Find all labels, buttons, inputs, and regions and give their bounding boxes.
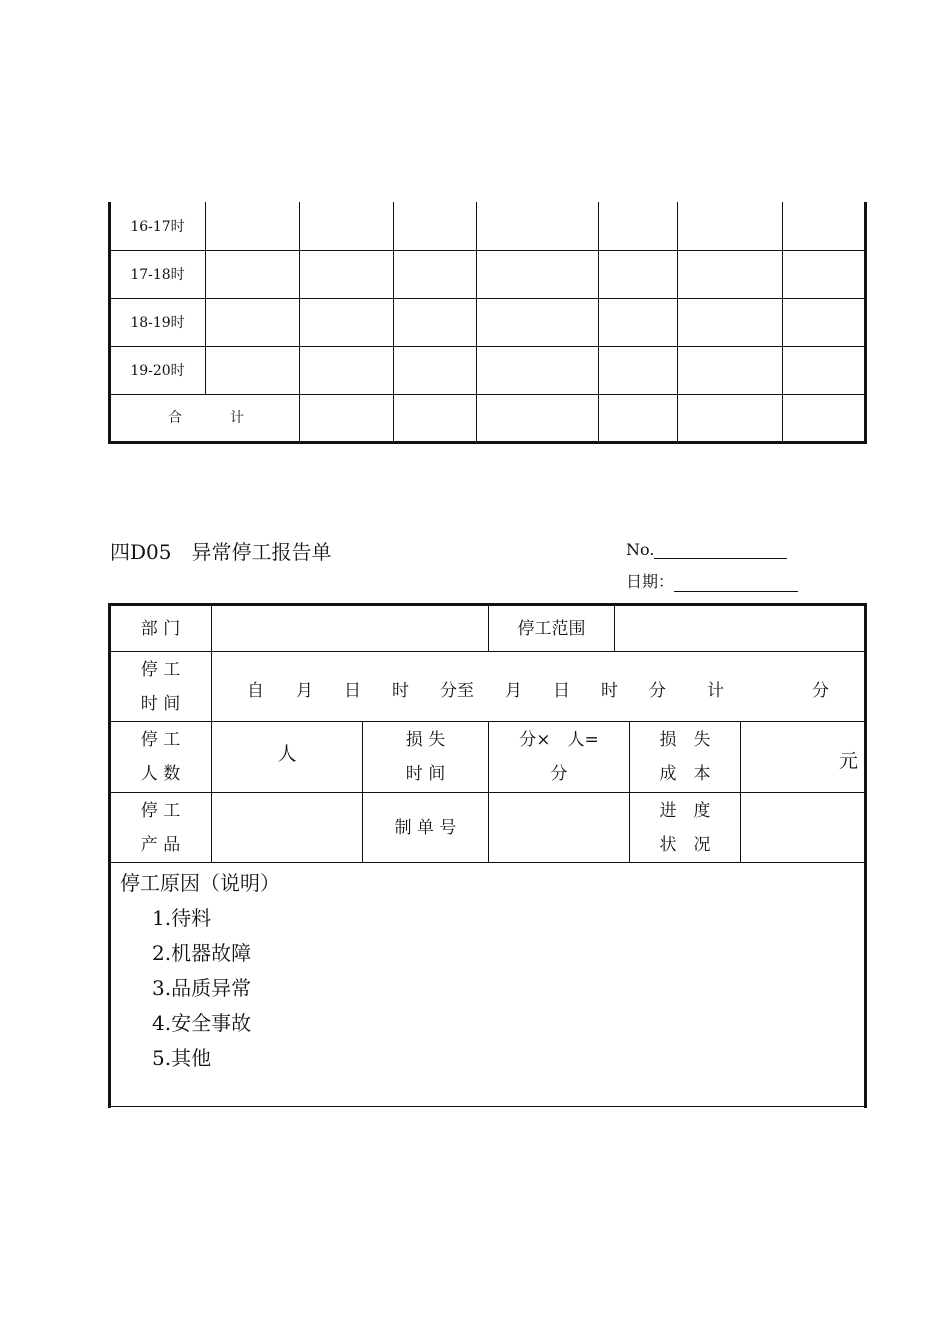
people-unit: 人 [277,743,297,765]
loss-cost-label [630,722,740,792]
col-divider [299,202,300,442]
time-label-line: 停 工 [140,659,181,680]
progress-label [630,793,740,862]
time-word: 计 [707,681,724,701]
time-word: 时 [392,681,409,701]
product-value[interactable] [212,793,362,862]
loss-time-label-line: 损 失 [405,730,446,750]
scope-label: 停工范围 [517,618,586,639]
table-row-label: 19-20时 [130,362,185,379]
time-word: 日 [553,681,570,701]
table-row-label: 18-19时 [130,314,185,331]
progress-value[interactable] [741,793,864,862]
form-date-line [674,573,798,592]
time-word: 分 [649,681,666,701]
row-divider [110,250,866,251]
row-divider [110,394,866,395]
dept-label: 部 门 [140,618,181,639]
row-divider [110,862,866,863]
form-number-line [654,540,787,559]
time-word: 月 [505,681,522,701]
time-word: 时 [601,681,618,701]
people-label-line: 停 工 [140,730,181,750]
row-divider [110,298,866,299]
form-border-right [864,603,867,1108]
time-label-line: 时 间 [140,693,181,714]
form-date [626,569,798,592]
time-word: 月 [296,681,313,701]
reason-item: 4.安全事故 [152,1011,252,1035]
reason-item: 1.待料 [152,906,212,930]
product-label [110,793,211,862]
col-divider [476,202,477,442]
people-label-line: 人 数 [140,764,181,784]
loss-cost-value[interactable] [741,722,864,792]
col-divider [393,202,394,442]
time-word: 分至 [440,681,474,701]
reason-title: 停工原因（说明） [120,871,280,895]
loss-cost-label-line: 损 失 [659,730,711,750]
form-border-bottom [110,1106,866,1107]
col-divider [782,202,783,442]
table-border-bottom [108,441,867,444]
progress-label-line: 状 况 [659,834,711,855]
total-label: 合 [168,410,182,426]
reason-item: 3.品质异常 [152,976,252,1000]
cost-unit: 元 [838,750,858,772]
reason-item: 5.其他 [152,1046,212,1070]
loss-time-formula: 分× 人= [519,730,599,750]
order-value[interactable] [489,793,629,862]
time-label [110,652,211,721]
total-label: 计 [230,410,244,426]
loss-cost-label-line: 成 本 [659,764,711,784]
row-divider [110,346,866,347]
loss-time-formula: 分 [550,764,568,784]
time-word: 日 [344,681,361,701]
product-label-line: 停 工 [140,800,181,821]
reason-item: 2.机器故障 [152,941,252,965]
product-label-line: 产 品 [140,834,181,855]
form-number [626,540,787,559]
people-label [110,722,211,792]
form-date-label: 日期： [626,572,675,591]
loss-time-label [363,722,488,792]
table-row-label: 17-18时 [130,266,185,283]
people-value[interactable] [212,722,362,792]
time-value[interactable] [212,652,864,721]
loss-time-label-line: 时 间 [405,764,446,784]
scope-value[interactable] [615,606,864,651]
form-number-label: No. [626,540,655,559]
dept-value[interactable] [212,606,488,651]
col-divider [598,202,599,442]
col-divider [677,202,678,442]
table-row-label: 16-17时 [130,218,185,235]
time-word: 自 [247,681,264,701]
progress-label-line: 进 度 [659,800,711,821]
time-word: 分 [812,681,829,701]
loss-time-value[interactable] [489,722,629,792]
table-border-right [864,202,867,444]
page-title: 四D05 异常停工报告单 [110,540,332,564]
order-label: 制 单 号 [394,817,457,838]
